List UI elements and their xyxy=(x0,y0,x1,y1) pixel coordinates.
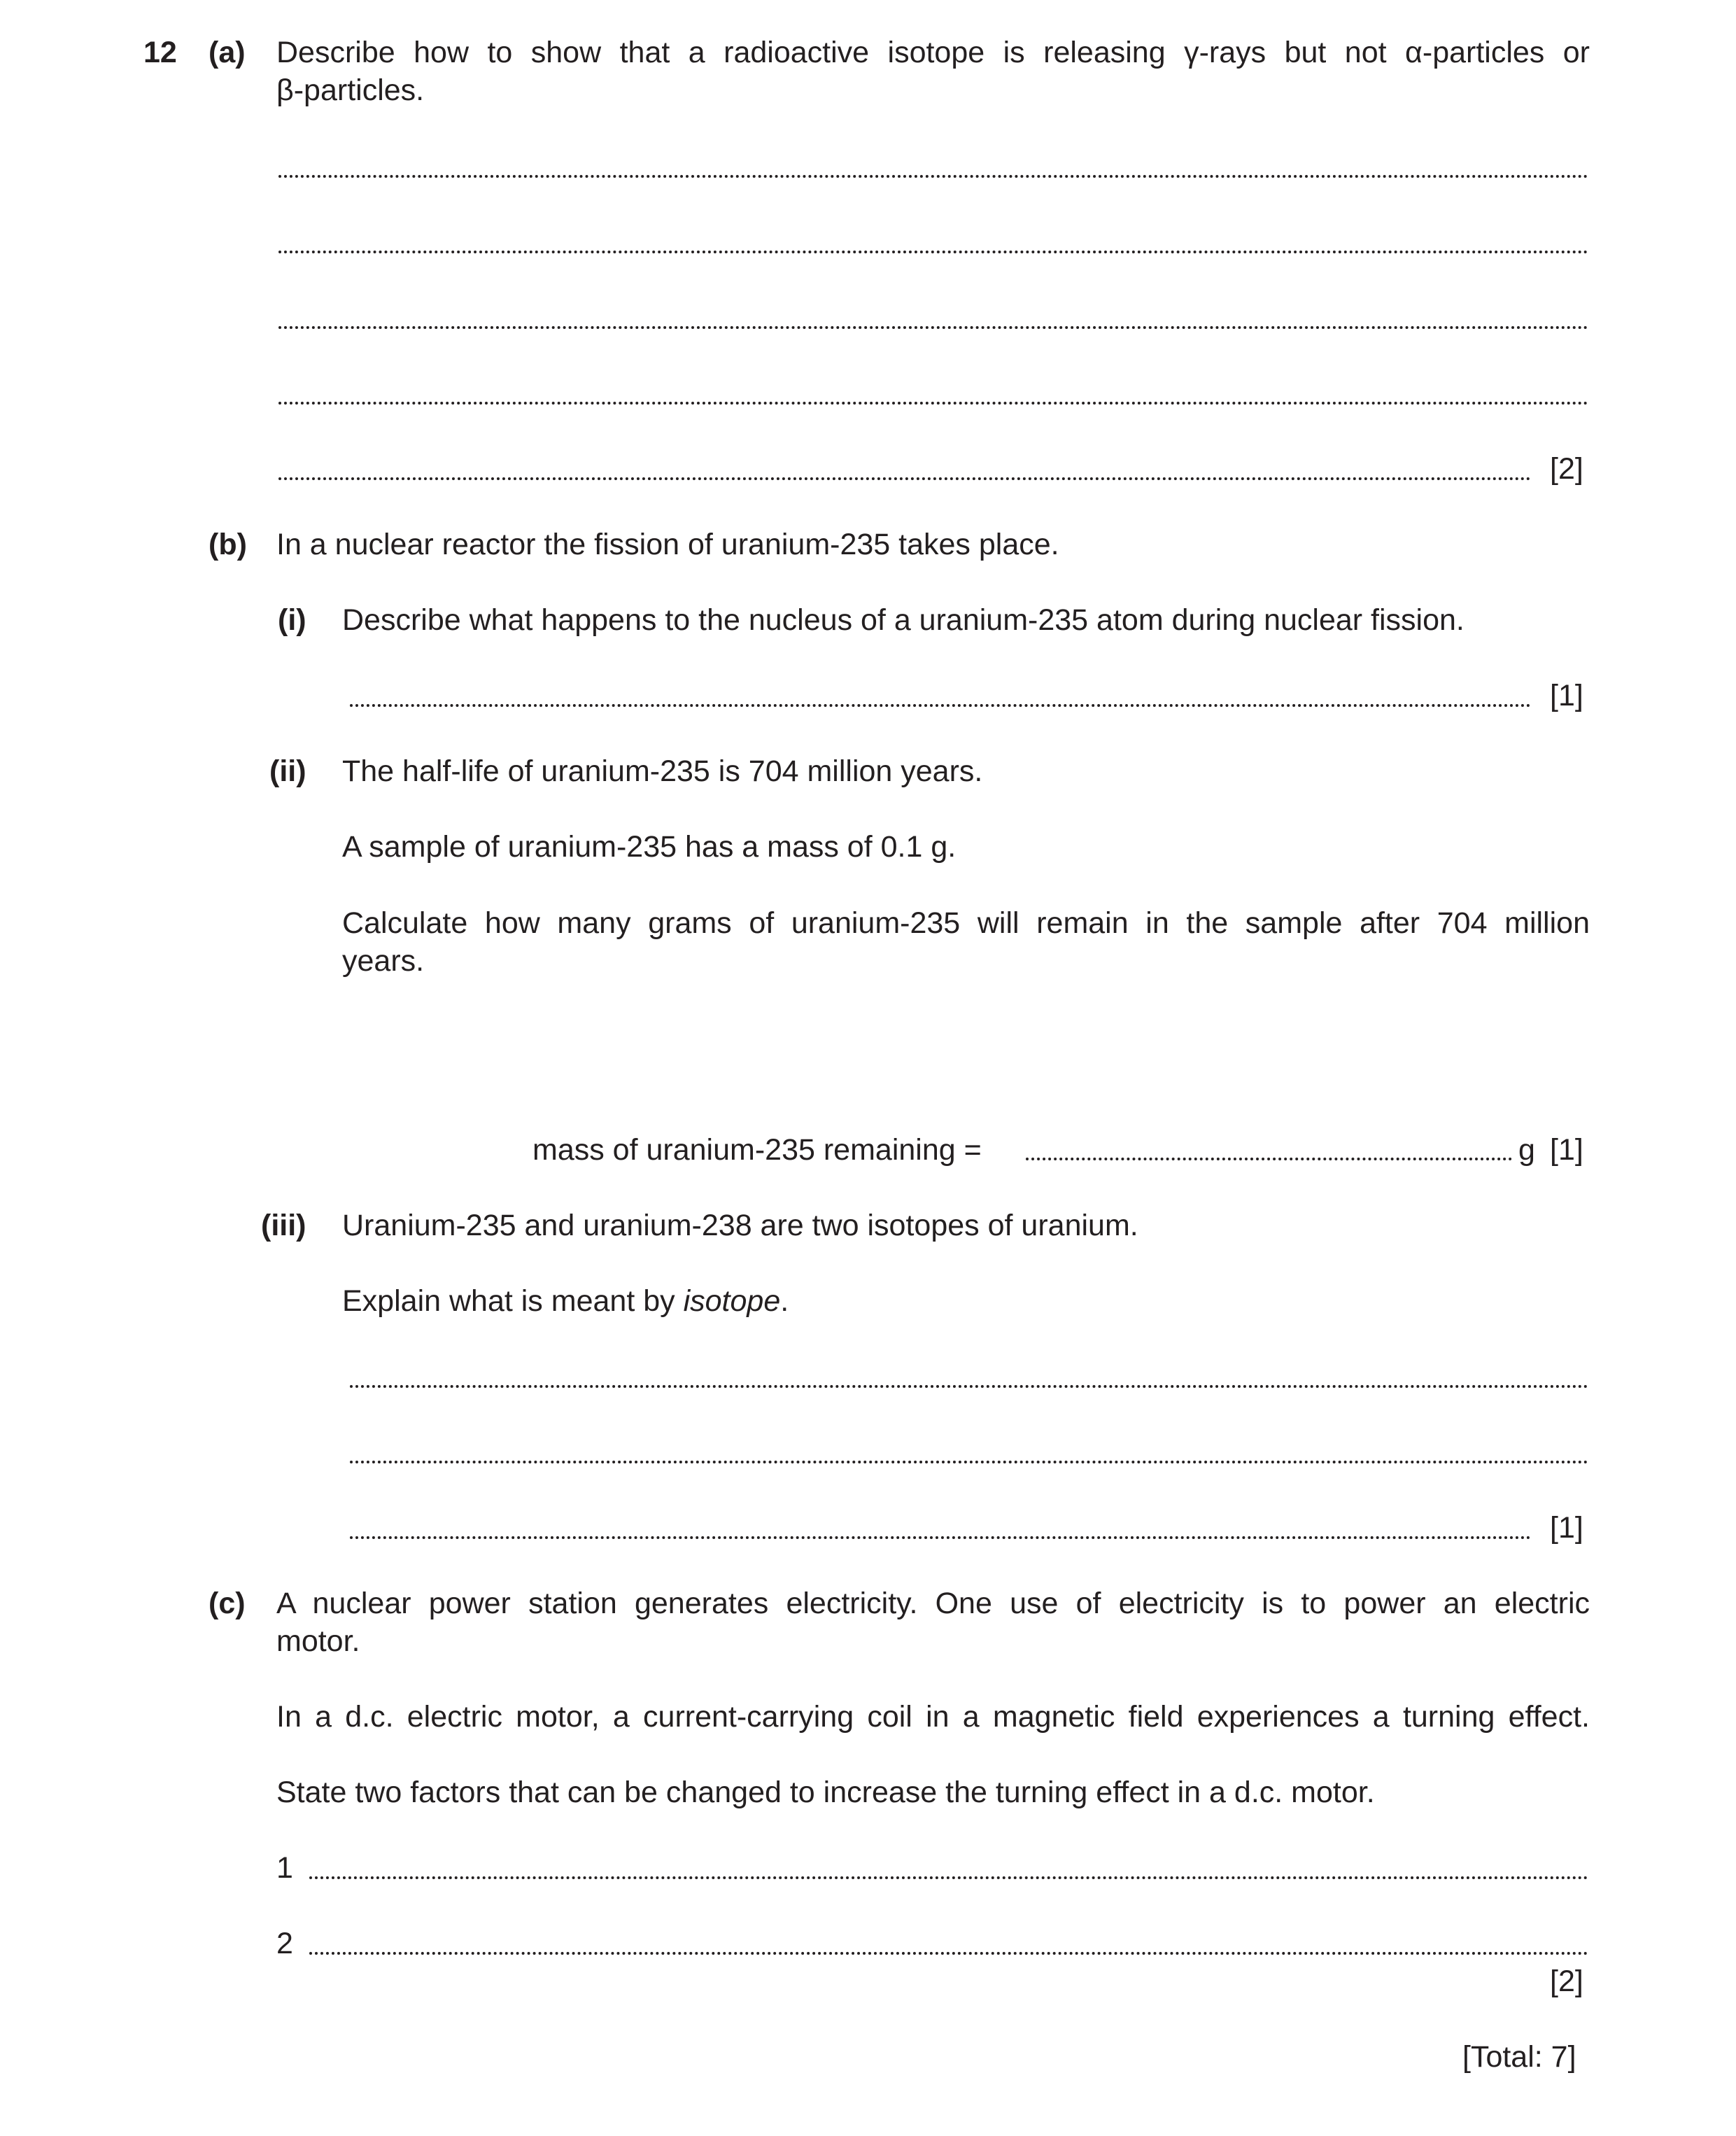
part-b-ii-text2: A sample of uranium-235 has a mass of 0.1 g. xyxy=(342,830,957,864)
answer-field[interactable] xyxy=(1026,1158,1512,1160)
answer-line[interactable] xyxy=(350,704,1531,707)
answer-line[interactable] xyxy=(278,326,1588,329)
answer-line[interactable] xyxy=(278,477,1531,480)
part-b-intro: In a nuclear reactor the fission of uranium-235 takes place. xyxy=(276,528,1059,561)
answer-line[interactable] xyxy=(278,251,1588,253)
answer-line[interactable] xyxy=(350,1536,1531,1539)
part-b-i-marks: [1] xyxy=(1550,679,1583,712)
part-c-text2: In a d.c. electric motor, a current-carrying coil in a magnetic field experiences a turning effect. xyxy=(276,1700,1590,1734)
answer-line[interactable] xyxy=(278,402,1588,405)
part-c-label: (c) xyxy=(209,1587,246,1620)
part-a-text-line2: β-particles. xyxy=(276,73,425,107)
part-b-iii-text2-suffix: . xyxy=(780,1284,789,1318)
part-b-iii-text2 xyxy=(342,1282,789,1320)
answer-item-1-number: 1 xyxy=(276,1851,293,1885)
part-b-i-label: (i) xyxy=(278,603,306,637)
answer-line[interactable] xyxy=(350,1385,1588,1388)
part-b-i-text: Describe what happens to the nucleus of a uranium-235 atom during nuclear fission. xyxy=(342,603,1465,637)
answer-item-2-line[interactable] xyxy=(309,1952,1588,1955)
part-a-marks: [2] xyxy=(1550,452,1583,486)
part-b-label: (b) xyxy=(209,528,247,561)
part-a-label: (a) xyxy=(209,36,246,69)
part-c-text1-line2: motor. xyxy=(276,1624,360,1658)
part-c-text1-line1: A nuclear power station generates electricity. One use of electricity is to power an electric xyxy=(276,1587,1590,1620)
isotope-term: isotope xyxy=(683,1284,781,1318)
part-b-iii-marks: [1] xyxy=(1550,1511,1583,1545)
part-b-ii-text1: The half-life of uranium-235 is 704 million years. xyxy=(342,754,983,788)
answer-unit: g xyxy=(1518,1133,1535,1167)
total-marks: [Total: 7] xyxy=(1462,2040,1576,2074)
part-c-text3: State two factors that can be changed to increase the turning effect in a d.c. motor. xyxy=(276,1776,1375,1809)
answer-label: mass of uranium-235 remaining = xyxy=(532,1133,982,1167)
part-b-ii-text3-line2: years. xyxy=(342,944,425,978)
part-b-ii-text3-line1: Calculate how many grams of uranium-235 will remain in the sample after 704 million xyxy=(342,906,1590,940)
part-b-iii-label: (iii) xyxy=(261,1209,306,1242)
part-b-iii-text1: Uranium-235 and uranium-238 are two isotopes of uranium. xyxy=(342,1209,1138,1242)
answer-line[interactable] xyxy=(350,1461,1588,1463)
answer-item-1-line[interactable] xyxy=(309,1876,1588,1879)
part-a-text-line1: Describe how to show that a radioactive isotope is releasing γ-rays but not α-particles or xyxy=(276,36,1590,69)
answer-line[interactable] xyxy=(278,175,1588,178)
part-b-ii-marks: [1] xyxy=(1550,1133,1583,1167)
part-b-ii-label: (ii) xyxy=(269,754,306,788)
part-c-marks: [2] xyxy=(1550,1965,1583,1998)
part-b-iii-text2-prefix: Explain what is meant by xyxy=(342,1284,684,1318)
answer-item-2-number: 2 xyxy=(276,1927,293,1960)
question-number: 12 xyxy=(143,36,177,69)
